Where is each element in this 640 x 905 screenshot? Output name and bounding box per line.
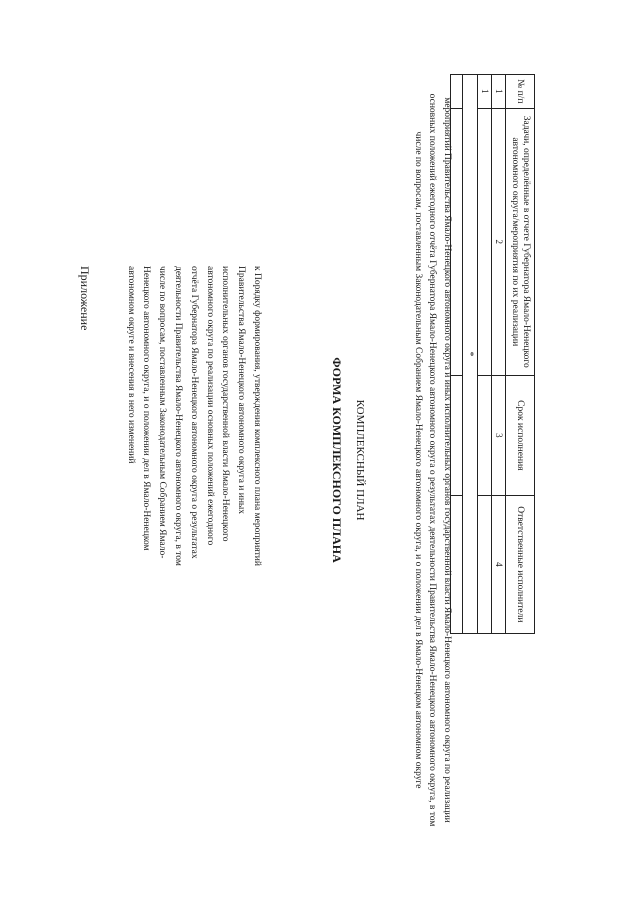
column-number: 3 (492, 375, 506, 495)
plan-heading: КОМПЛЕКСНЫЙ ПЛАН (354, 399, 366, 521)
header-tasks: Задачи, определённые в отчете Губернатора Ямало-Ненецкого автономного округа/мероприятия по их реализации (506, 108, 535, 375)
annex-title: Приложение (78, 266, 92, 331)
header-executors: Ответственные исполнители (506, 495, 535, 633)
table-cell (478, 108, 492, 375)
header-number: № п/п (506, 75, 535, 109)
table-row (478, 75, 492, 634)
table-cell (478, 375, 492, 495)
table-cell (451, 108, 463, 375)
row-number: 1 (478, 75, 492, 109)
column-number-row (492, 75, 506, 634)
table-cell (451, 75, 463, 109)
form-title: ФОРМА КОМПЛЕКСНОГО ПЛАНА (330, 357, 344, 563)
separator-asterisk: * (463, 75, 478, 634)
table-header-row (506, 75, 535, 634)
column-number: 1 (492, 75, 506, 109)
table-row (451, 75, 463, 634)
column-number: 2 (492, 108, 506, 375)
header-deadline: Срок исполнения (506, 375, 535, 495)
plan-table (450, 74, 535, 634)
table-cell (478, 495, 492, 633)
table-cell (451, 375, 463, 495)
table-cell (451, 495, 463, 633)
annex-text: к Порядку формирования, утверждения комплексного плана мероприятий Правительства Ямало-Ненецкого автономного округа и иных исполнительных органов государственной власти Ямало-Ненецкого автономного округа по реализации основных положений ежегодного отчёта Губернатора Ямало-Ненецкого автономного округа о результатах деятельности Правительства Ямало-Ненецкого автономного округа, в том числе по вопросам, поставленным Законодательным Собранием Ямало-Ненецкого автономного округа, и о положении дел в Ямало-Ненецком автономном округе и внесения в него изменений (125, 266, 262, 566)
rotated-landscape-sheet (20, 30, 580, 890)
plan-description: мероприятий Правительства Ямало-Ненецкого автономного округа и иных исполнительных органов государственной власти Ямало-Ненецкого автономного округа по реализации основных положений ежегодного отчёта Губернатора Ямало-Ненецкого автономного округа о результатах деятельности Правительства Ямало-Ненецкого автономного округа, в том числе по вопросам, поставленным Законодательным Собранием Ямало-Ненецкого автономного округа, и о положении дел в Ямало-Ненецком автономном округе (412, 93, 452, 827)
column-number: 4 (492, 495, 506, 633)
separator-row (463, 75, 478, 634)
